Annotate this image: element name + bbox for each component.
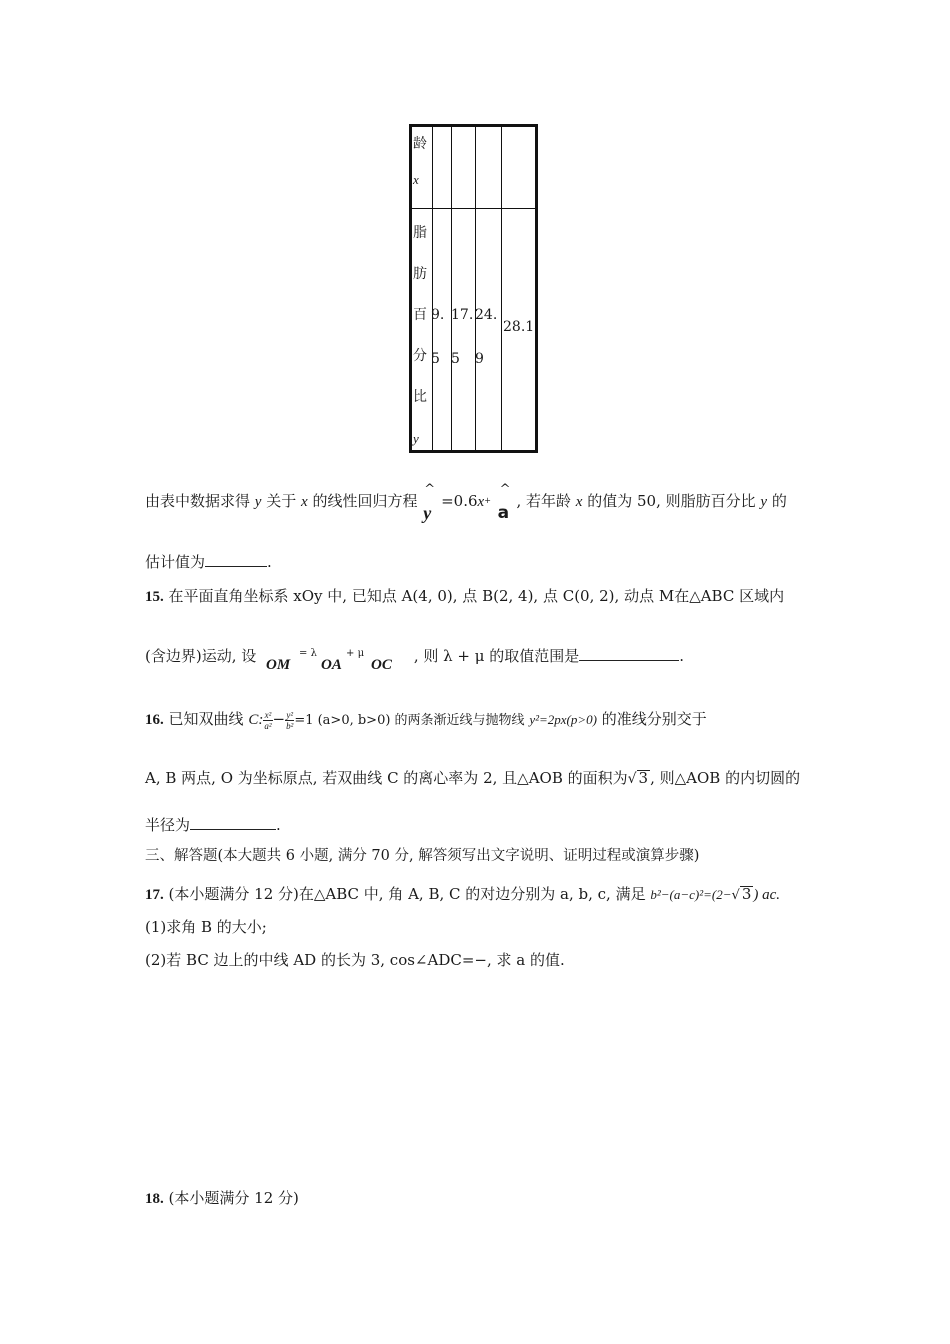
row2-label: 脂 肪 百 分 比 y	[413, 225, 427, 446]
q17-line1: 17. (本小题满分 12 分)在△ABC 中, 角 A, B, C 的对边分别为 a, b, c, 满足 b²−(a−c)²=(2−√ 3 ) ac.	[145, 885, 781, 903]
row1-label: 龄 x	[413, 136, 427, 187]
table-cell: 17. 5	[451, 307, 474, 367]
table-cell: 24. 9	[475, 307, 498, 367]
table-divider	[501, 127, 502, 450]
section-heading: 三、解答题(本大题共 6 小题, 满分 70 分, 解答须写出文字说明、证明过程或演算步骤)	[145, 848, 700, 864]
a-hat: ^ a	[497, 482, 511, 523]
q17-part1: (1)求角 B 的大小;	[145, 918, 267, 936]
answer-blank[interactable]	[190, 815, 276, 830]
q18-line1: 18. (本小题满分 12 分)	[145, 1189, 299, 1207]
q14-line2: 估计值为 .	[145, 553, 272, 571]
answer-blank[interactable]	[579, 646, 679, 661]
table-divider	[412, 208, 535, 209]
q16-line2: A, B 两点, O 为坐标原点, 若双曲线 C 的离心率为 2, 且△AOB 的面积为√ 3 , 则△AOB 的内切圆的	[145, 769, 801, 787]
table-cell: 9. 5	[431, 307, 445, 367]
q17-part2: (2)若 BC 边上的中线 AD 的长为 3, cos∠ADC=−, 求 a 的值.	[145, 951, 565, 969]
y-hat: ^ y	[423, 482, 436, 523]
q15-line1: 15. 在平面直角坐标系 xOy 中, 已知点 A(4, 0), 点 B(2, 4), 点 C(0, 2), 动点 M在△ABC 区域内	[145, 587, 785, 605]
table-divider	[475, 127, 476, 450]
fraction-y2-b2: $\frac{\text{y²}}{\text{b²}}$	[286, 709, 294, 731]
data-table	[409, 124, 538, 453]
q16-line3: 半径为 .	[145, 816, 281, 834]
vector-equation: OM = λ OA + μ OC	[266, 648, 392, 673]
q14-line1: 由表中数据求得 y 关于 x 的线性回归方程 ^ y =0.6x+ ^ a , 若年龄 x 的值为 50, 则脂肪百分比 y 的	[145, 482, 787, 523]
fraction-x2-a2: $\frac{\text{x²}}{\text{a²}}$	[264, 709, 272, 731]
table-divider	[451, 127, 452, 450]
q15-line2: (含边界)运动, 设 OM = λ OA + μ OC , 则 λ + μ 的取值范围是 .	[145, 647, 685, 673]
table-cell: 28.1	[503, 319, 535, 335]
table-divider	[432, 127, 433, 450]
q16-line1: 16. 已知双曲线 C: $\frac{\text{x²}}{\text{a²}}$ − $\frac{\text{y²}}{\text{b²}}$ =1 (a>0, b>0) 的两条渐近线与抛物线 y²=2px(p>0) 的准线分别交于	[145, 709, 707, 731]
answer-blank[interactable]	[205, 552, 267, 567]
